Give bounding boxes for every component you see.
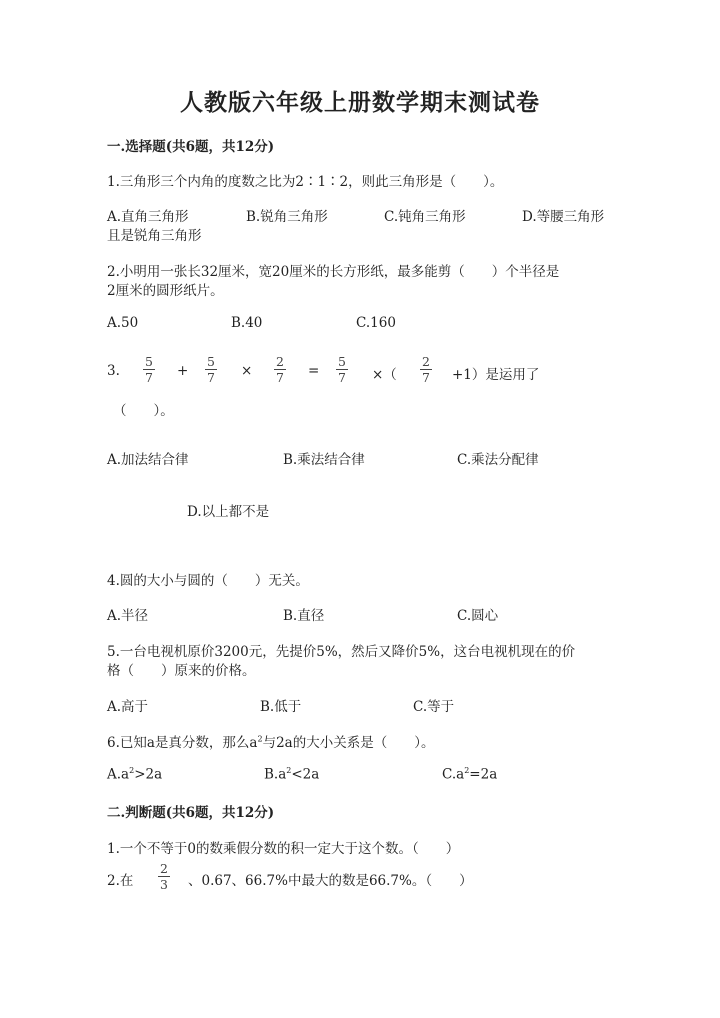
question-5-line2: 格（ ）原来的价格。 [107, 663, 256, 679]
section2-heading: 二.判断题(共6题，共12分) [107, 805, 275, 821]
fraction [274, 355, 286, 384]
fraction-denominator: 7 [338, 370, 346, 385]
judgement-1-text: 1.一个不等于0的数乘假分数的积一定大于这个数。（ ） [107, 841, 460, 857]
fraction-numerator: 5 [338, 354, 346, 369]
section1-heading: 一.选择题(共6题，共12分) [107, 139, 275, 155]
q4-option-c: C.圆心 [457, 608, 499, 624]
question-3-number: 3. [107, 363, 120, 379]
q1-option-c: C.钝角三角形 [384, 209, 466, 225]
fraction-numerator: 2 [160, 861, 168, 876]
question-1-text: 1.三角形三个内角的度数之比为2∶1∶2，则此三角形是（ ）。 [107, 174, 504, 190]
q1-option-a: A.直角三角形 [107, 209, 189, 225]
question-2-line2: 2厘米的圆形纸片。 [107, 283, 224, 299]
q4-option-a: A.半径 [107, 608, 149, 624]
fraction [420, 355, 432, 384]
fraction-numerator: 2 [422, 354, 430, 369]
judgement-2-prefix: 2.在 [107, 873, 134, 889]
q5-option-a: A.高于 [107, 699, 149, 715]
page-title: 人教版六年级上册数学期末测试卷 [180, 89, 540, 116]
fraction-numerator: 5 [207, 354, 215, 369]
q5-option-b: B.低于 [260, 699, 302, 715]
judgement-2-text: 、0.67、66.7%中最大的数是66.7%。（ ） [188, 873, 473, 889]
fraction [143, 355, 155, 384]
q6-option-b: $B.a^2<2a$ [264, 766, 320, 783]
fraction-numerator: 5 [145, 354, 153, 369]
q3-option-b: B.乘法结合律 [283, 452, 365, 468]
fraction [205, 355, 217, 384]
fraction-denominator: 3 [160, 877, 168, 892]
q3-option-c: C.乘法分配律 [457, 452, 539, 468]
fraction-denominator: 7 [207, 370, 215, 385]
q1-option-d-continued: 且是锐角三角形 [107, 228, 202, 244]
q2-option-b: B.40 [231, 315, 263, 331]
fraction [158, 862, 170, 891]
q2-option-c: C.160 [356, 315, 396, 331]
times-paren: ×（ [372, 367, 397, 383]
q2-option-a: A.50 [107, 315, 139, 331]
fraction-numerator: 2 [276, 354, 284, 369]
equals-sign: = [308, 363, 320, 379]
question-2-line1: 2.小明用一张长32厘米，宽20厘米的长方形纸，最多能剪（ ）个半径是 [107, 264, 560, 280]
question-6-text: 6.已知a是真分数，那么$a^2$与2a的大小关系是（ ）。 [107, 734, 435, 751]
q5-option-c: C.等于 [413, 699, 455, 715]
q1-option-d: D.等腰三角形 [522, 209, 605, 225]
q6-option-a: $A.a^2>2a$ [107, 766, 163, 783]
q3-option-d: D.以上都不是 [187, 504, 270, 520]
q4-option-b: B.直径 [283, 608, 325, 624]
plus-sign: + [177, 363, 189, 379]
fraction-denominator: 7 [276, 370, 284, 385]
q1-option-b: B.锐角三角形 [246, 209, 328, 225]
times-sign: × [241, 363, 253, 379]
fraction [336, 355, 348, 384]
question-3-line2: （ ）。 [113, 403, 174, 419]
q6-option-c: $C.a^2=2a$ [442, 766, 498, 783]
q3-option-a: A.加法结合律 [107, 452, 189, 468]
fraction-denominator: 7 [422, 370, 430, 385]
question-3-tail: +1）是运用了 [452, 367, 540, 383]
fraction-denominator: 7 [145, 370, 153, 385]
question-5-line1: 5.一台电视机原价3200元，先提价5%，然后又降价5%，这台电视机现在的价 [107, 644, 576, 660]
question-4-text: 4.圆的大小与圆的（ ）无关。 [107, 573, 309, 589]
